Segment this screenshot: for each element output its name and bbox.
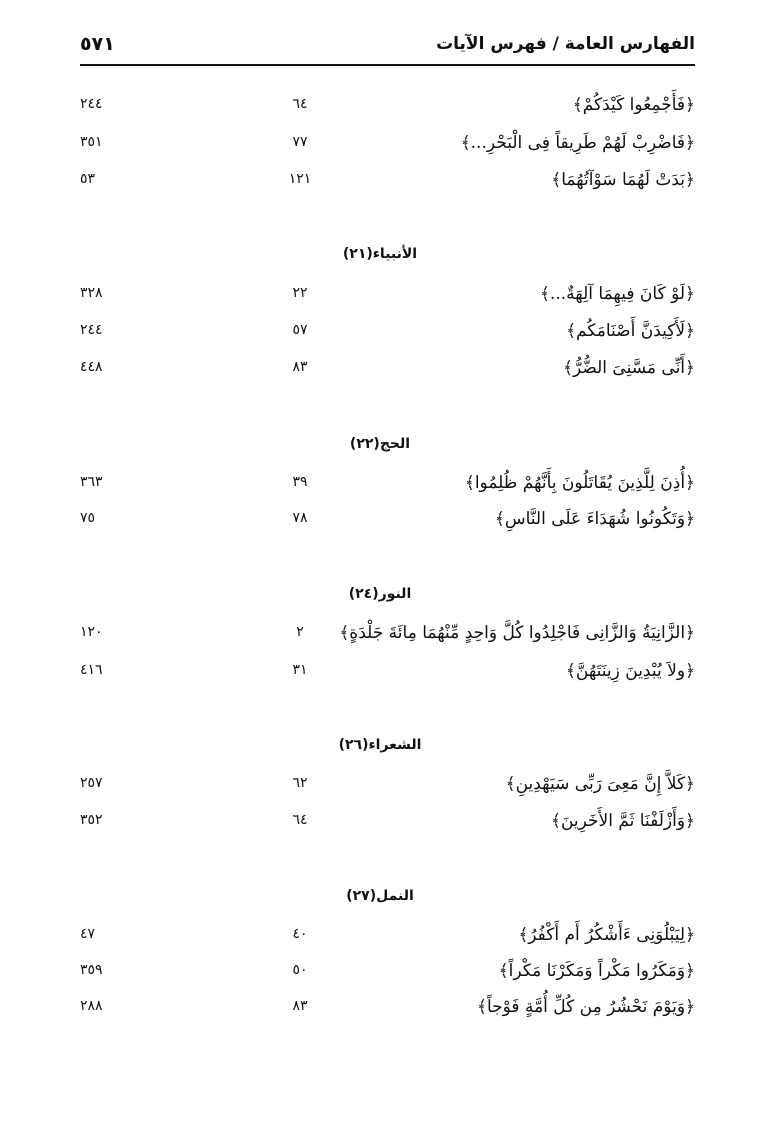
page-reference: ١٢٠ — [80, 624, 103, 640]
verse-text: ﴿وَأَزْلَفْنَا ثَمَّ الأَخَرِينَ﴾ — [551, 811, 695, 831]
page-reference: ٢٨٨ — [80, 998, 103, 1014]
ayah-number: ١٢١ — [288, 171, 312, 187]
ayah-number: ٦٤ — [292, 96, 308, 112]
ayah-number: ٣١ — [292, 662, 308, 678]
page-reference: ٤١٦ — [80, 662, 103, 678]
index-row — [80, 996, 695, 1024]
ayah-number: ٦٢ — [292, 775, 308, 791]
page-number: ٥٧١ — [80, 33, 115, 55]
index-row — [80, 960, 695, 988]
ayah-number: ٥٠ — [292, 962, 308, 978]
page-reference: ٥٣ — [80, 171, 96, 187]
verse-text: ﴿لَأَكِيدَنَّ أَصْنَامَكُم﴾ — [566, 321, 695, 341]
ayah-number: ٦٤ — [292, 812, 308, 828]
verse-text: ﴿أَنِّى مَسَّنِىَ الضُّرُّ﴾ — [563, 358, 695, 378]
surah-heading: النور(٢٤) — [348, 586, 412, 602]
page-reference: ٣٥٩ — [80, 962, 103, 978]
page-header — [80, 30, 695, 66]
index-row — [80, 320, 695, 348]
verse-text: ﴿وَمَكَرُوا مَكْراً وَمَكَرْنَا مَكْراً﴾ — [498, 961, 695, 981]
index-row — [80, 94, 695, 122]
index-row — [80, 810, 695, 838]
index-row — [80, 924, 695, 952]
running-title: الفهارس العامة / فهرس الآيات — [436, 34, 695, 54]
index-row — [80, 472, 695, 500]
page-reference: ٢٥٧ — [80, 775, 103, 791]
ayah-number: ٤٠ — [292, 926, 308, 942]
surah-heading: الحج(٢٢) — [349, 436, 411, 452]
ayah-number: ٨٣ — [292, 359, 308, 375]
ayah-number: ٢٢ — [292, 285, 308, 301]
index-row — [80, 773, 695, 801]
verse-text: ﴿لِيَبْلُوَنِى ءَأَشْكُرُ أَم أَكْفُرُ﴾ — [518, 925, 695, 945]
verse-text: ﴿ولاَ يُبْدِينَ زِينَتَهُنَّ﴾ — [565, 661, 695, 681]
ayah-number: ٣٩ — [292, 474, 308, 490]
page-reference: ٤٧ — [80, 926, 96, 942]
page-reference: ٣٦٣ — [80, 474, 103, 490]
index-row — [80, 508, 695, 536]
verse-text: ﴿وَيَوْمَ نَحْشُرُ مِن كُلِّ أُمَّةٍ فَوْجاً﴾ — [477, 997, 695, 1017]
surah-heading: الأنبياء(٢١) — [342, 246, 418, 262]
page-reference: ٣٥٢ — [80, 812, 103, 828]
verse-text: ﴿بَدَتْ لَهُمَا سَوْآتُهُمَا﴾ — [551, 170, 695, 190]
page-reference: ٣٢٨ — [80, 285, 103, 301]
page-reference: ٣٥١ — [80, 134, 103, 150]
page-reference: ٢٤٤ — [80, 96, 103, 112]
surah-heading: النمل(٢٧) — [346, 888, 414, 904]
index-row — [80, 132, 695, 160]
verse-text: ﴿الزَّانِيَةُ وَالزَّانِى فَاجْلِدُوا كُلَّ وَاحِدٍ مِّنْهُمَا مِائَةَ جَلْدَةٍ﴾ — [339, 623, 695, 643]
verse-text: ﴿فَاضْرِبْ لَهُمْ طَرِيقاً فِى الْبَحْرِ...﴾ — [460, 133, 695, 153]
verse-text: ﴿وَتَكُونُوا شُهَدَاءَ عَلَى النَّاسِ﴾ — [494, 509, 695, 529]
page-reference: ٢٤٤ — [80, 322, 103, 338]
index-row — [80, 660, 695, 688]
verse-text: ﴿أُذِنَ لِلَّذِينَ يُقَاتَلُونَ بِأَنَّهُمْ ظُلِمُوا﴾ — [464, 473, 695, 493]
index-row — [80, 283, 695, 311]
verse-text: ﴿لَوْ كَانَ فِيهِمَا آلِهَةٌ...﴾ — [539, 284, 695, 304]
ayah-number: ٨٣ — [292, 998, 308, 1014]
page-reference: ٧٥ — [80, 510, 96, 526]
index-row — [80, 357, 695, 385]
index-row — [80, 622, 695, 650]
ayah-number: ٧٨ — [292, 510, 308, 526]
page-reference: ٤٤٨ — [80, 359, 103, 375]
ayah-number: ٧٧ — [292, 134, 308, 150]
verse-text: ﴿فَأَجْمِعُوا كَيْدَكُمْ﴾ — [572, 95, 695, 115]
ayah-number: ٢ — [296, 624, 304, 640]
surah-heading: الشعراء(٢٦) — [338, 737, 422, 753]
verse-text: ﴿كَلاَّ إِنَّ مَعِىَ رَبِّى سَيَهْدِينِ﴾ — [505, 774, 695, 794]
index-row — [80, 169, 695, 197]
ayah-number: ٥٧ — [292, 322, 308, 338]
